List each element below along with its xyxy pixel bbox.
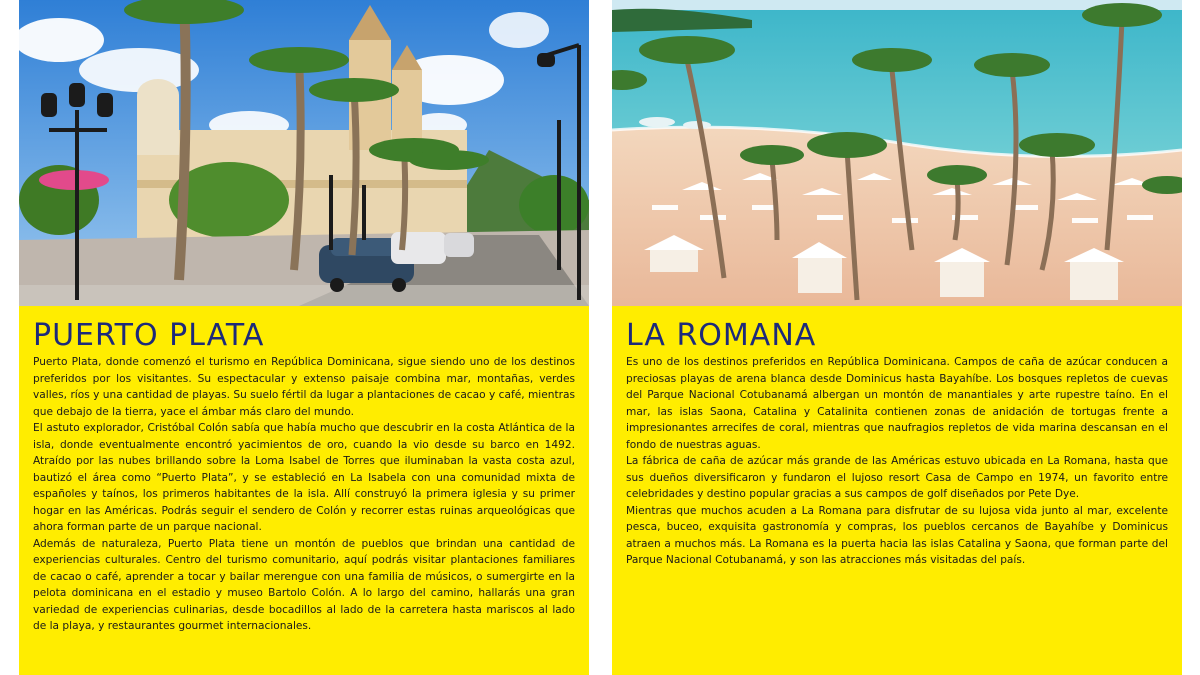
puerto-plata-paragraph-2: El astuto explorador, Cristóbal Colón sabía que había mucho que descubrir en la costa Atlántica de la isla, donde eventualmente encontró yacimientos de oro, cuando la vio desde su barco en 1492. Atraído por las nubes brillando sobre la Loma Isabel de Torres que iluminaban la vasta costa azul, bautizó el área como “Puerto Plata”, y se estableció en La Isabela con una comunidad mixta de españoles y taínos, los primeros habitantes de la isla. Allí construyó la primera iglesia y su primer hogar en las Américas. Podrás seguir el sendero de Colón y recorrer estas ruinas arqueológicas que ahora forman parte de un parque nacional. xyxy=(33,422,575,533)
puerto-plata-paragraph-3: Además de naturaleza, Puerto Plata tiene un montón de pueblos que brindan una cantidad de experiencias culturales. Centro del turismo comunitario, aquí podrás visitar plantaciones familiares de cacao o café, aprender a tocar y bailar merengue con una familia de músicos, o sumergirte en la pelota dominicana en el estadio y museo Bartolo Colón. A lo largo del camino, hallarás una gran variedad de experiencias culinarias, desde bocadillos al lado de la carretera hasta mariscos al lado de la playa, y restaurantes gourmet internacionales. xyxy=(33,537,575,632)
la-romana-panel xyxy=(612,0,1182,675)
la-romana-paragraph-3: Mientras que muchos acuden a La Romana para disfrutar de su lujosa vida junto al mar, excelente pesca, buceo, exquisita gastronomía y compras, los pueblos cercanos de Bayahíbe y Dominicus atraen a muchos más. La Romana es la puerta hacia las islas Catalina y Saona, que forman parte del Parque Nacional Cotubanamá, y son las atracciones más visitadas del país. xyxy=(626,504,1168,566)
puerto-plata-text xyxy=(33,318,575,635)
la-romana-paragraph-1: Es uno de los destinos preferidos en República Dominicana. Campos de caña de azúcar conducen a preciosas playas de arena blanca desde Dominicus hasta Bayahíbe. Los bosques repletos de cuevas del Parque Nacional Cotubanamá albergan un montón de manantiales y arte rupestre taíno. En el mar, las islas Saona, Catalina y Catalinita contienen zonas de anidación de tortugas frente a impresionantes arrecifes de coral, mientras que naufragios repletos de vida marina descansan en el fondo de nuestras aguas. xyxy=(626,356,1168,451)
la-romana-title: LA ROMANA xyxy=(626,318,817,353)
puerto-plata-panel xyxy=(19,0,589,675)
la-romana-paragraph-2: La fábrica de caña de azúcar más grande de las Américas estuvo ubicada en La Romana, hasta que sus dueños diversificaron y fundaron el lujoso resort Casa de Campo en 1974, un favorito entre celebridades y destino popular gracias a sus campos de golf diseñados por Pete Dye. xyxy=(626,455,1168,500)
la-romana-beach-photo xyxy=(612,0,1182,306)
puerto-plata-title: PUERTO PLATA xyxy=(33,318,265,353)
puerto-plata-paragraph-1: Puerto Plata, donde comenzó el turismo en República Dominicana, sigue siendo uno de los destinos preferidos por los visitantes. Su espectacular y extenso paisaje combina mar, montañas, verdes valles, ríos y una cantidad de playas. Su suelo fértil da lugar a plantaciones de cacao y café, mientras que debajo de la tierra, yace el ámbar más claro del mundo. xyxy=(33,356,575,418)
la-romana-text xyxy=(626,318,1168,569)
puerto-plata-street-photo xyxy=(19,0,589,306)
